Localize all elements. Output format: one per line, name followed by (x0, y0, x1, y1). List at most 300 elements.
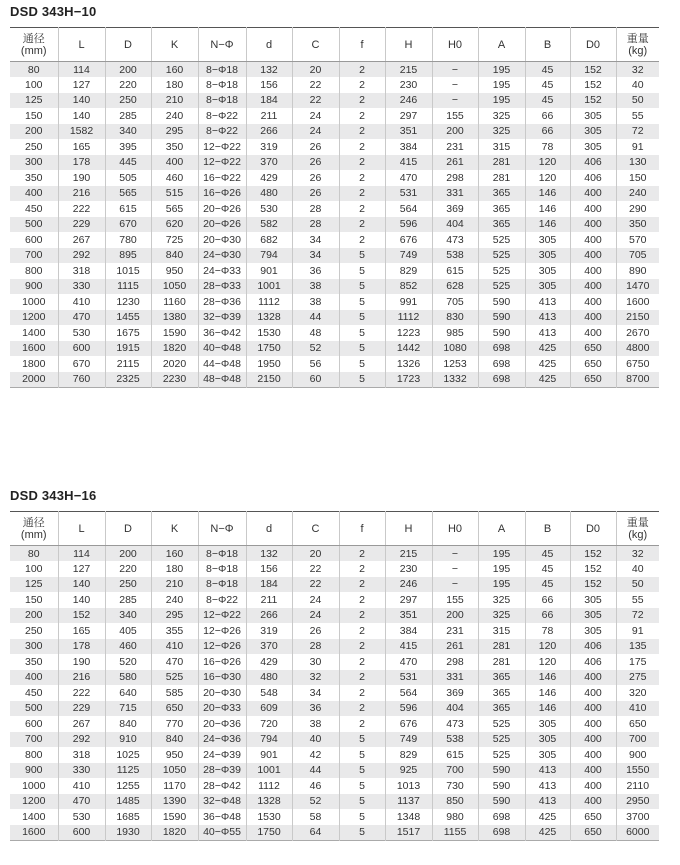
table-cell: − (432, 561, 478, 577)
table-cell: 698 (478, 809, 525, 825)
table-cell: 1750 (246, 825, 292, 841)
table-cell: 400 (570, 232, 616, 248)
table-cell: 52 (292, 794, 339, 810)
table-cell: 325 (478, 592, 525, 608)
table-cell: 6750 (616, 356, 659, 372)
column-header: C (292, 512, 339, 546)
table-cell: 12−Φ26 (198, 623, 246, 639)
table-cell: 146 (525, 685, 570, 701)
table-cell: 22 (292, 561, 339, 577)
table-cell: 160 (151, 62, 198, 78)
table-cell: 318 (58, 263, 105, 279)
table-cell: 36−Φ42 (198, 325, 246, 341)
table-cell: 615 (432, 263, 478, 279)
table-cell: 114 (58, 62, 105, 78)
table-cell: 538 (432, 248, 478, 264)
table-cell: 749 (385, 248, 432, 264)
table-cell: 178 (58, 639, 105, 655)
table-cell: 429 (246, 654, 292, 670)
table-row (10, 592, 659, 608)
column-header: B (525, 28, 570, 62)
table-cell: 48 (292, 325, 339, 341)
table-cell: 45 (525, 93, 570, 109)
table-cell: 210 (151, 577, 198, 593)
table-cell: 50 (616, 93, 659, 109)
table-cell: 24−Φ36 (198, 732, 246, 748)
table-cell: 480 (246, 186, 292, 202)
table-cell: 698 (478, 372, 525, 388)
table-row (10, 608, 659, 624)
table-cell: 2110 (616, 778, 659, 794)
table-cell: 1013 (385, 778, 432, 794)
table-cell: 1470 (616, 279, 659, 295)
table-cell: 160 (151, 546, 198, 562)
table-cell: 26 (292, 139, 339, 155)
table-cell: 48−Φ48 (198, 372, 246, 388)
table-cell: 6000 (616, 825, 659, 841)
table-cell: 564 (385, 685, 432, 701)
table-cell: 12−Φ26 (198, 639, 246, 655)
table-cell: 150 (24, 109, 43, 122)
table-cell: 132 (246, 62, 292, 78)
table-cell: 305 (570, 623, 616, 639)
table-cell: 250 (24, 624, 43, 637)
table-row (10, 155, 659, 171)
table-cell: 1600 (22, 342, 46, 355)
table-cell: 1112 (246, 778, 292, 794)
table-cell: 2230 (151, 372, 198, 388)
table-cell: 281 (478, 654, 525, 670)
table-cell: 1015 (105, 263, 151, 279)
table-cell: 515 (151, 186, 198, 202)
table-cell: 413 (525, 794, 570, 810)
table-cell: 350 (151, 139, 198, 155)
table-cell: 410 (58, 294, 105, 310)
table-cell: 28 (292, 201, 339, 217)
table-cell: 16−Φ26 (198, 186, 246, 202)
table-cell: 1255 (105, 778, 151, 794)
table-cell: 20 (292, 546, 339, 562)
table-cell: 195 (478, 62, 525, 78)
table-cell: 267 (58, 716, 105, 732)
table-cell: 78 (525, 139, 570, 155)
table-cell: 305 (525, 248, 570, 264)
table-cell: 12−Φ22 (198, 608, 246, 624)
table-cell: 210 (151, 93, 198, 109)
table-cell: 628 (432, 279, 478, 295)
table-cell: 406 (570, 155, 616, 171)
table-cell: 670 (58, 356, 105, 372)
table-cell: 261 (432, 639, 478, 655)
table2-header (10, 512, 659, 546)
table-cell: 305 (525, 279, 570, 295)
table-cell: 730 (432, 778, 478, 794)
table-cell: 46 (292, 778, 339, 794)
table-cell: 45 (525, 561, 570, 577)
table-cell: 184 (246, 577, 292, 593)
table-cell: 565 (105, 186, 151, 202)
table-cell: 8−Φ18 (198, 93, 246, 109)
table-cell: 2 (339, 592, 385, 608)
table-cell: 1400 (22, 326, 46, 339)
table1-header (10, 28, 659, 62)
table-cell: 26 (292, 623, 339, 639)
table-cell: 600 (58, 825, 105, 841)
table-cell: 530 (246, 201, 292, 217)
table-cell: 331 (432, 670, 478, 686)
table-cell: 295 (151, 124, 198, 140)
table-cell: 395 (105, 139, 151, 155)
table-cell: 1230 (105, 294, 151, 310)
table-cell: 320 (616, 685, 659, 701)
table-cell: 780 (105, 232, 151, 248)
column-header: D (105, 28, 151, 62)
table-cell: 615 (432, 747, 478, 763)
table-cell: 66 (525, 124, 570, 140)
table-row (10, 623, 659, 639)
table-cell: 5 (339, 310, 385, 326)
table-cell: 530 (58, 809, 105, 825)
table-cell: 5 (339, 279, 385, 295)
table-row (10, 356, 659, 372)
table-cell: 850 (432, 794, 478, 810)
table-cell: 890 (616, 263, 659, 279)
table-cell: 840 (105, 716, 151, 732)
table-cell: 36 (292, 263, 339, 279)
table-cell: 66 (525, 592, 570, 608)
table-cell: 400 (570, 670, 616, 686)
table-cell: 220 (105, 561, 151, 577)
table-cell: 20−Φ30 (198, 685, 246, 701)
table-cell: 8−Φ18 (198, 577, 246, 593)
table-row (10, 310, 659, 326)
table-cell: 325 (478, 124, 525, 140)
table-cell: 40 (616, 561, 659, 577)
table-cell: 156 (246, 561, 292, 577)
table-cell: 470 (385, 654, 432, 670)
table-row (10, 794, 659, 810)
table-row (10, 341, 659, 357)
table-cell: 45 (525, 546, 570, 562)
table-cell: 8700 (616, 372, 659, 388)
table-cell: 298 (432, 170, 478, 186)
table-row (10, 124, 659, 140)
table-cell: − (432, 93, 478, 109)
table-cell: 55 (616, 108, 659, 124)
table-cell: 400 (570, 186, 616, 202)
table-cell: 1750 (246, 341, 292, 357)
table-cell: 5 (339, 794, 385, 810)
table-cell: 2150 (246, 372, 292, 388)
table-cell: 125 (24, 94, 43, 107)
table-cell: 40−Φ48 (198, 341, 246, 357)
table-cell: 450 (24, 686, 43, 699)
table-cell: 146 (525, 701, 570, 717)
table-cell: 531 (385, 186, 432, 202)
table-cell: 32−Φ48 (198, 794, 246, 810)
table-cell: 2325 (105, 372, 151, 388)
table-cell: 369 (432, 201, 478, 217)
table-cell: 340 (105, 124, 151, 140)
table-cell: 266 (246, 124, 292, 140)
table-row (10, 809, 659, 825)
table-cell: 370 (246, 639, 292, 655)
table-cell: 900 (24, 764, 43, 777)
table-cell: 8−Φ22 (198, 592, 246, 608)
table-cell: 91 (616, 139, 659, 155)
table-cell: 852 (385, 279, 432, 295)
column-header: H (385, 28, 432, 62)
table-cell: 330 (58, 763, 105, 779)
table-cell: 20−Φ30 (198, 232, 246, 248)
table1-body (10, 62, 659, 388)
table-cell: 12−Φ22 (198, 155, 246, 171)
table-cell: 24−Φ30 (198, 248, 246, 264)
table-cell: 450 (24, 202, 43, 215)
table-cell: 980 (432, 809, 478, 825)
table-cell: 80 (27, 547, 40, 560)
table-cell: 2 (339, 217, 385, 233)
table-cell: 460 (151, 170, 198, 186)
table-cell: 66 (525, 108, 570, 124)
table-cell: 715 (105, 701, 151, 717)
table-cell: 1530 (246, 325, 292, 341)
table-cell: 5 (339, 372, 385, 388)
table-cell: 32 (616, 546, 659, 562)
table-cell: 1930 (105, 825, 151, 841)
table-cell: 44−Φ48 (198, 356, 246, 372)
table-cell: 565 (151, 201, 198, 217)
table-cell: 520 (105, 654, 151, 670)
table-cell: 413 (525, 325, 570, 341)
table-cell: 26 (292, 170, 339, 186)
table-cell: 114 (58, 546, 105, 562)
table-row (10, 139, 659, 155)
table-cell: 1390 (151, 794, 198, 810)
table-cell: 16−Φ22 (198, 170, 246, 186)
table-cell: 40−Φ55 (198, 825, 246, 841)
table-cell: 350 (616, 217, 659, 233)
table-cell: 1328 (246, 310, 292, 326)
table-cell: 590 (478, 794, 525, 810)
table-cell: 195 (478, 93, 525, 109)
table-cell: 413 (525, 294, 570, 310)
table-cell: 384 (385, 139, 432, 155)
table-cell: 2 (339, 561, 385, 577)
table-cell: 125 (24, 578, 43, 591)
table-row (10, 716, 659, 732)
table-cell: 900 (616, 747, 659, 763)
table-cell: 405 (105, 623, 151, 639)
table-cell: 319 (246, 623, 292, 639)
table-row (10, 77, 659, 93)
table-cell: 20 (292, 62, 339, 78)
table-row (10, 701, 659, 717)
table-cell: 152 (570, 577, 616, 593)
table-cell: 505 (105, 170, 151, 186)
table-row (10, 577, 659, 593)
table-cell: 45 (525, 577, 570, 593)
table-row (10, 639, 659, 655)
table-cell: 34 (292, 232, 339, 248)
table-cell: 2950 (616, 794, 659, 810)
table-cell: 305 (570, 608, 616, 624)
table-cell: 400 (570, 217, 616, 233)
table-row (10, 248, 659, 264)
table-cell: 400 (570, 263, 616, 279)
table2-title: DSD 343H−16 (10, 488, 97, 503)
table-cell: 8−Φ22 (198, 108, 246, 124)
table-cell: 140 (58, 592, 105, 608)
table-cell: 925 (385, 763, 432, 779)
table-cell: 400 (570, 778, 616, 794)
table-cell: 132 (246, 546, 292, 562)
table-row (10, 825, 659, 841)
table-cell: 585 (151, 685, 198, 701)
table-cell: 24−Φ33 (198, 263, 246, 279)
table-cell: 700 (616, 732, 659, 748)
table-cell: 1348 (385, 809, 432, 825)
table-cell: 146 (525, 670, 570, 686)
table-row (10, 747, 659, 763)
table-cell: 285 (105, 108, 151, 124)
table-cell: 1050 (151, 763, 198, 779)
table-cell: 330 (58, 279, 105, 295)
table-cell: 91 (616, 623, 659, 639)
table-cell: 28−Φ33 (198, 279, 246, 295)
table-cell: 305 (525, 732, 570, 748)
table-cell: 315 (478, 623, 525, 639)
table-cell: 725 (151, 232, 198, 248)
table-row (10, 654, 659, 670)
table-cell: 45 (525, 62, 570, 78)
table-cell: 60 (292, 372, 339, 388)
table-cell: 297 (385, 108, 432, 124)
table-cell: 400 (570, 732, 616, 748)
table-cell: 72 (616, 124, 659, 140)
table-cell: 1001 (246, 763, 292, 779)
table-cell: 400 (570, 310, 616, 326)
table-cell: 16−Φ30 (198, 670, 246, 686)
table-cell: 8−Φ18 (198, 561, 246, 577)
table-cell: 404 (432, 217, 478, 233)
table-cell: 5 (339, 341, 385, 357)
column-header: f (339, 512, 385, 546)
table-cell: 650 (151, 701, 198, 717)
table-cell: 240 (616, 186, 659, 202)
table-cell: 830 (432, 310, 478, 326)
table-cell: 1820 (151, 825, 198, 841)
table-cell: 2 (339, 716, 385, 732)
table-cell: 413 (525, 310, 570, 326)
table-cell: 2 (339, 201, 385, 217)
table-cell: 300 (24, 640, 43, 653)
table-cell: 650 (570, 825, 616, 841)
table-cell: 318 (58, 747, 105, 763)
table-cell: 152 (570, 62, 616, 78)
table-row (10, 108, 659, 124)
table-cell: 676 (385, 716, 432, 732)
table-cell: 365 (478, 186, 525, 202)
table-cell: 26 (292, 186, 339, 202)
table-cell: 231 (432, 623, 478, 639)
table-cell: 195 (478, 77, 525, 93)
table-cell: 305 (525, 263, 570, 279)
table-cell: 351 (385, 608, 432, 624)
table-cell: 1550 (616, 763, 659, 779)
table-cell: 500 (24, 218, 43, 231)
table-cell: 400 (570, 794, 616, 810)
column-header: 重量 (kg) (616, 512, 659, 546)
table-cell: 200 (105, 62, 151, 78)
table-cell: 150 (24, 593, 43, 606)
table-cell: 222 (58, 685, 105, 701)
table-cell: 32−Φ39 (198, 310, 246, 326)
table-cell: 292 (58, 248, 105, 264)
table-cell: 300 (24, 156, 43, 169)
table-cell: 698 (478, 356, 525, 372)
table-cell: 1582 (58, 124, 105, 140)
table-cell: 525 (478, 732, 525, 748)
table-cell: 290 (616, 201, 659, 217)
table-cell: 44 (292, 763, 339, 779)
table-cell: 150 (616, 170, 659, 186)
table-cell: 800 (24, 264, 43, 277)
table-cell: 305 (570, 124, 616, 140)
table-cell: 700 (24, 733, 43, 746)
table-cell: 525 (151, 670, 198, 686)
table-cell: 200 (432, 608, 478, 624)
table-cell: 2 (339, 577, 385, 593)
table-row (10, 732, 659, 748)
table-row (10, 263, 659, 279)
table-cell: 525 (478, 232, 525, 248)
table-cell: 2 (339, 77, 385, 93)
column-header: 重量 (kg) (616, 28, 659, 62)
table-cell: 676 (385, 232, 432, 248)
table-cell: 1332 (432, 372, 478, 388)
table-cell: 590 (478, 325, 525, 341)
table-cell: 2 (339, 670, 385, 686)
table-cell: 425 (525, 341, 570, 357)
table-cell: 901 (246, 263, 292, 279)
table-cell: 80 (27, 63, 40, 76)
table-cell: 400 (570, 294, 616, 310)
table-cell: 1380 (151, 310, 198, 326)
table-cell: 66 (525, 608, 570, 624)
table-cell: 165 (58, 623, 105, 639)
table1-title: DSD 343H−10 (10, 4, 97, 19)
table-cell: 40 (616, 77, 659, 93)
table-cell: 2 (339, 186, 385, 202)
table-cell: 1517 (385, 825, 432, 841)
table-cell: 1112 (246, 294, 292, 310)
table-cell: 127 (58, 77, 105, 93)
table-cell: 590 (478, 294, 525, 310)
table-cell: 50 (616, 577, 659, 593)
table-cell: 2020 (151, 356, 198, 372)
table-cell: 180 (151, 561, 198, 577)
table-cell: 180 (151, 77, 198, 93)
table-cell: 246 (385, 93, 432, 109)
table-cell: 350 (24, 171, 43, 184)
column-header: H (385, 512, 432, 546)
table-cell: 413 (525, 763, 570, 779)
table-cell: 250 (105, 93, 151, 109)
table-cell: 3700 (616, 809, 659, 825)
table-cell: 8−Φ18 (198, 62, 246, 78)
table-cell: 1155 (432, 825, 478, 841)
